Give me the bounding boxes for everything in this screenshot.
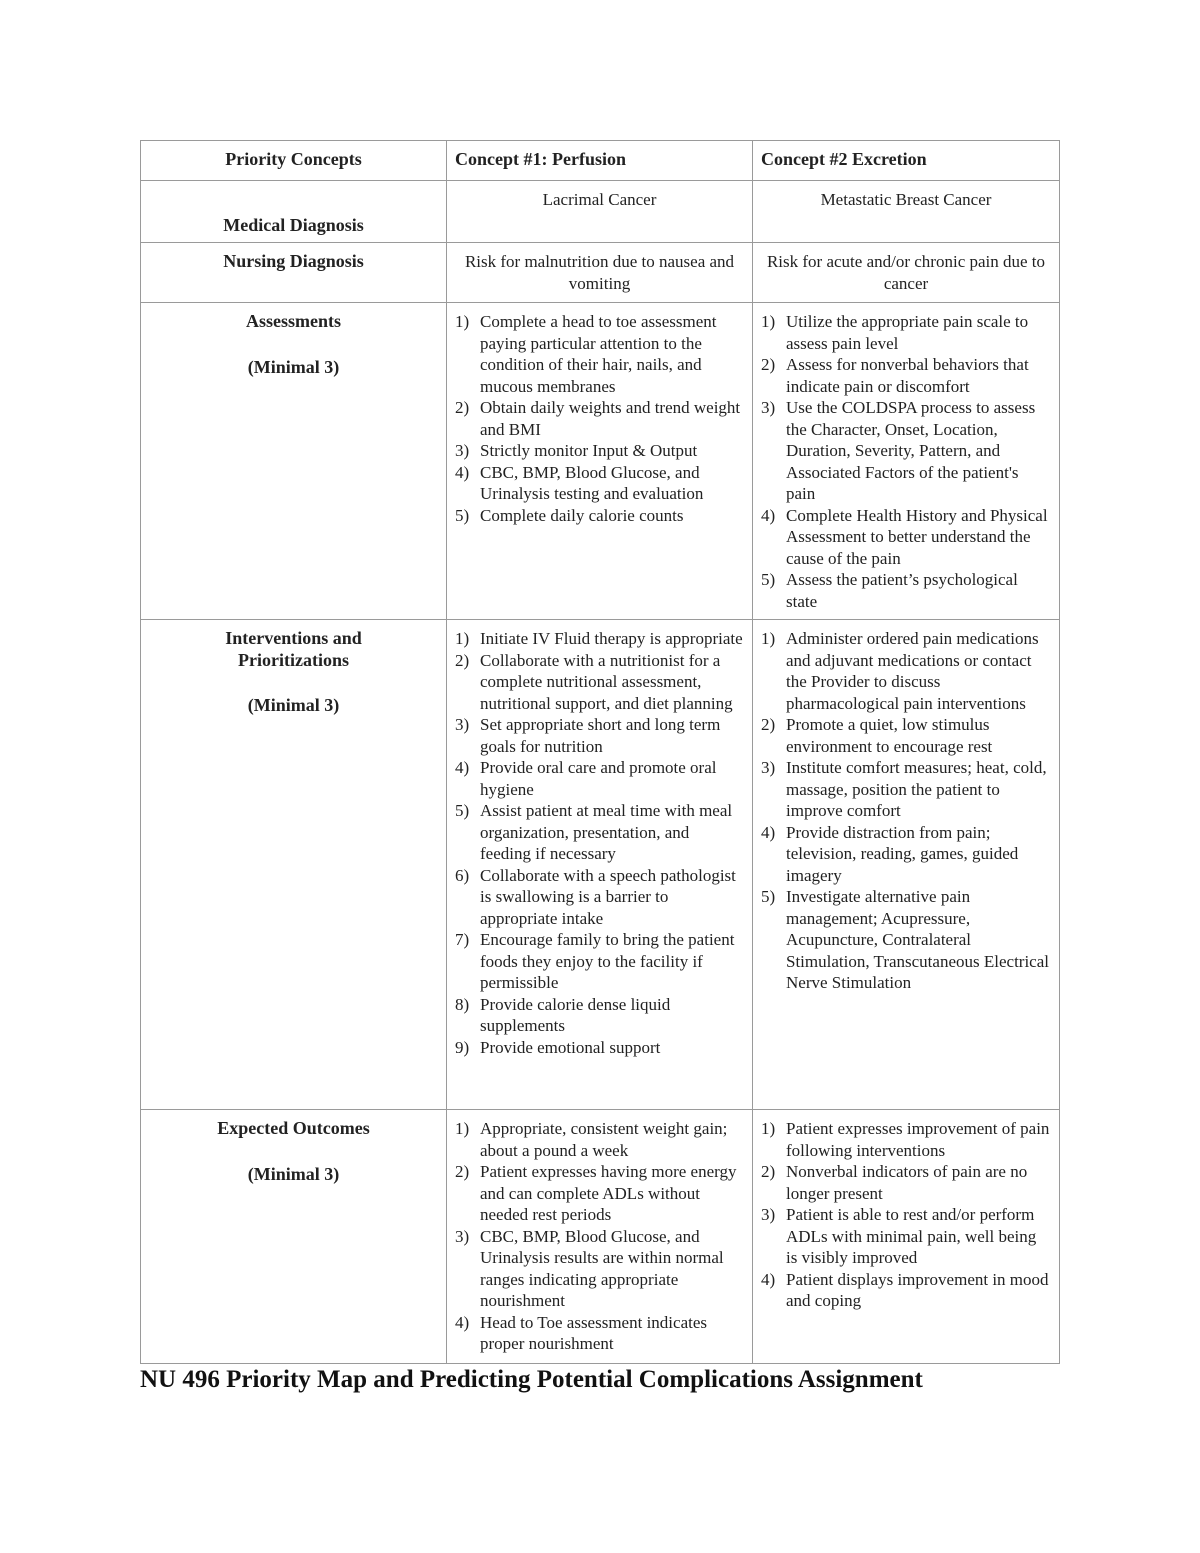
list-item-text: Complete a head to toe assessment paying particular attention to the condition of their hair, nails, and mucous membranes — [480, 312, 717, 396]
list-item — [455, 1118, 744, 1161]
list-item-number: 3) — [761, 398, 776, 417]
interventions-row — [141, 620, 1060, 1110]
list-item-number: 5) — [761, 887, 776, 906]
list-item — [455, 800, 744, 865]
list-item — [455, 1226, 744, 1312]
outcomes-list-1 — [455, 1118, 744, 1355]
list-item-text: CBC, BMP, Blood Glucose, and Urinalysis results are within normal ranges indicating appropriate nourishment — [480, 1226, 724, 1310]
list-item-number: 4) — [761, 822, 776, 842]
outcomes-list-2 — [761, 1118, 1051, 1312]
list-item — [455, 462, 744, 505]
list-item-text: Investigate alternative pain management; Acupressure, Acupuncture, Contralateral Stimulation, Transcutaneous Electrical Nerve Stimulation — [786, 887, 1049, 992]
interventions-concept-1 — [447, 620, 753, 1110]
list-item-number: 4) — [455, 1312, 470, 1332]
list-item — [455, 650, 744, 715]
list-item — [761, 757, 1051, 822]
medical-diagnosis-label — [141, 181, 447, 243]
list-item — [761, 714, 1051, 757]
list-item-number: 1) — [761, 312, 776, 331]
header-concept-2: Concept #2 Excretion — [753, 141, 1060, 181]
assessments-minimum: (Minimal 3) — [247, 356, 340, 377]
list-item — [455, 440, 744, 462]
nursing-diagnosis-concept-2: Risk for acute and/or chronic pain due to cancer — [753, 243, 1060, 303]
assessments-list-1 — [455, 311, 744, 526]
header-row — [141, 141, 1060, 181]
list-item-text: Institute comfort measures; heat, cold, massage, position the patient to improve comfort — [786, 758, 1047, 820]
outcomes-concept-2 — [753, 1110, 1060, 1364]
list-item — [761, 397, 1051, 505]
list-item-number: 4) — [761, 505, 776, 525]
interventions-title: Interventions and Prioritizations — [225, 628, 362, 670]
list-item-text: Appropriate, consistent weight gain; about a pound a week — [480, 1119, 728, 1160]
list-item-text: Set appropriate short and long term goals for nutrition — [480, 715, 721, 756]
list-item — [761, 1118, 1051, 1161]
assessments-row — [141, 303, 1060, 620]
list-item — [761, 505, 1051, 570]
list-item-number: 1) — [455, 1119, 470, 1138]
list-item-text: Collaborate with a nutritionist for a complete nutritional assessment, nutritional support, and diet planning — [480, 650, 733, 713]
list-item-number: 3) — [455, 1226, 470, 1246]
interventions-concept-2 — [753, 620, 1060, 1110]
list-item-number: 6) — [455, 865, 470, 885]
list-item — [761, 822, 1051, 887]
list-item-number: 2) — [455, 650, 470, 670]
list-item — [455, 865, 744, 930]
outcomes-concept-1 — [447, 1110, 753, 1364]
nursing-diagnosis-label: Nursing Diagnosis — [141, 243, 447, 303]
interventions-list-1 — [455, 628, 744, 1058]
list-item-text: Provide distraction from pain; television, reading, games, guided imagery — [786, 822, 1019, 885]
list-item-number: 3) — [455, 441, 470, 460]
list-item — [455, 1037, 744, 1059]
list-item-text: Provide calorie dense liquid supplements — [480, 994, 671, 1035]
list-item-number: 2) — [455, 1162, 470, 1181]
list-item-text: Complete Health History and Physical Assessment to better understand the cause of the pain — [786, 505, 1048, 568]
list-item — [761, 1204, 1051, 1269]
list-item-text: Provide oral care and promote oral hygiene — [480, 758, 717, 799]
list-item-number: 5) — [455, 505, 470, 525]
list-item-number: 3) — [761, 1205, 776, 1224]
list-item-text: Encourage family to bring the patient foods they enjoy to the facility if permissible — [480, 930, 735, 992]
list-item-number: 5) — [455, 801, 470, 820]
list-item-number: 2) — [761, 715, 776, 734]
list-item-text: Provide emotional support — [480, 1037, 661, 1057]
list-item — [761, 1161, 1051, 1204]
list-item — [761, 569, 1051, 612]
list-item-number: 4) — [761, 1269, 776, 1289]
list-item — [455, 628, 744, 650]
list-item-text: Administer ordered pain medications and adjuvant medications or contact the Provider to discuss pharmacological pain interventions — [786, 629, 1039, 713]
list-item-text: Head to Toe assessment indicates proper nourishment — [480, 1312, 707, 1353]
priority-map-table — [140, 140, 1060, 1364]
list-item — [761, 628, 1051, 714]
list-item-text: Patient displays improvement in mood and coping — [786, 1269, 1049, 1310]
list-item-text: CBC, BMP, Blood Glucose, and Urinalysis testing and evaluation — [480, 462, 704, 503]
list-item-number: 5) — [761, 570, 776, 589]
list-item-number: 1) — [455, 629, 470, 648]
interventions-minimum: (Minimal 3) — [247, 695, 340, 715]
list-item-text: Patient expresses having more energy and can complete ADLs without needed rest periods — [480, 1162, 737, 1224]
interventions-label — [141, 620, 447, 1110]
list-item-number: 2) — [455, 398, 470, 417]
list-item-text: Obtain daily weights and trend weight and BMI — [480, 398, 741, 439]
assessments-concept-1 — [447, 303, 753, 620]
list-item-number: 7) — [455, 930, 470, 949]
list-item — [455, 311, 744, 397]
list-item — [761, 1269, 1051, 1312]
list-item — [455, 714, 744, 757]
list-item — [455, 1312, 744, 1355]
medical-diagnosis-concept-1: Lacrimal Cancer — [447, 181, 753, 243]
interventions-list-2 — [761, 628, 1051, 994]
list-item — [455, 397, 744, 440]
nursing-diagnosis-row — [141, 243, 1060, 303]
nursing-diagnosis-concept-1: Risk for malnutrition due to nausea and vomiting — [447, 243, 753, 303]
list-item-number: 2) — [761, 355, 776, 374]
list-item-number: 2) — [761, 1162, 776, 1181]
list-item-number: 1) — [761, 629, 776, 648]
assessments-list-2 — [761, 311, 1051, 612]
assessments-title: Assessments — [245, 311, 341, 331]
outcomes-label — [141, 1110, 447, 1364]
medical-diagnosis-row — [141, 181, 1060, 243]
outcomes-title: Expected Outcomes — [217, 1118, 370, 1138]
list-item-text: Initiate IV Fluid therapy is appropriate — [480, 629, 743, 648]
list-item-number: 4) — [455, 758, 470, 777]
list-item-number: 3) — [455, 715, 470, 734]
list-item-text: Assist patient at meal time with meal organization, presentation, and feeding if necessary — [480, 801, 733, 863]
list-item-text: Strictly monitor Input & Output — [480, 441, 698, 460]
list-item — [761, 311, 1051, 354]
list-item-text: Patient is able to rest and/or perform ADLs with minimal pain, well being is visibly improved — [786, 1205, 1037, 1267]
list-item-number: 3) — [761, 758, 776, 777]
list-item-text: Patient expresses improvement of pain following interventions — [786, 1119, 1050, 1160]
list-item-text: Collaborate with a speech pathologist is swallowing is a barrier to appropriate intake — [480, 865, 736, 928]
list-item-text: Promote a quiet, low stimulus environment to encourage rest — [786, 715, 993, 756]
list-item-text: Complete daily calorie counts — [480, 505, 684, 525]
list-item-number: 9) — [455, 1037, 470, 1057]
header-priority-concepts: Priority Concepts — [141, 141, 447, 181]
list-item — [455, 1161, 744, 1226]
list-item-number: 4) — [455, 462, 470, 482]
list-item — [455, 505, 744, 527]
list-item — [761, 354, 1051, 397]
list-item-text: Utilize the appropriate pain scale to assess pain level — [786, 312, 1029, 353]
list-item — [455, 757, 744, 800]
header-concept-1: Concept #1: Perfusion — [447, 141, 753, 181]
list-item-number: 1) — [455, 312, 470, 331]
list-item — [455, 929, 744, 994]
assignment-title: NU 496 Priority Map and Predicting Potential Complications Assignment — [140, 1366, 923, 1393]
list-item-text: Use the COLDSPA process to assess the Character, Onset, Location, Duration, Severity, Pattern, and Associated Factors of the patient's pain — [786, 398, 1036, 503]
list-item — [761, 886, 1051, 994]
assessments-label — [141, 303, 447, 620]
list-item-text: Nonverbal indicators of pain are no longer present — [786, 1162, 1028, 1203]
list-item-text: Assess the patient’s psychological state — [786, 570, 1018, 611]
list-item-number: 1) — [761, 1119, 776, 1138]
outcomes-row — [141, 1110, 1060, 1364]
list-item — [455, 994, 744, 1037]
medical-diagnosis-concept-2: Metastatic Breast Cancer — [753, 181, 1060, 243]
medical-diagnosis-text: Medical Diagnosis — [223, 214, 364, 235]
list-item-number: 8) — [455, 994, 470, 1014]
assessments-concept-2 — [753, 303, 1060, 620]
list-item-text: Assess for nonverbal behaviors that indicate pain or discomfort — [786, 355, 1029, 396]
outcomes-minimum: (Minimal 3) — [247, 1163, 340, 1184]
